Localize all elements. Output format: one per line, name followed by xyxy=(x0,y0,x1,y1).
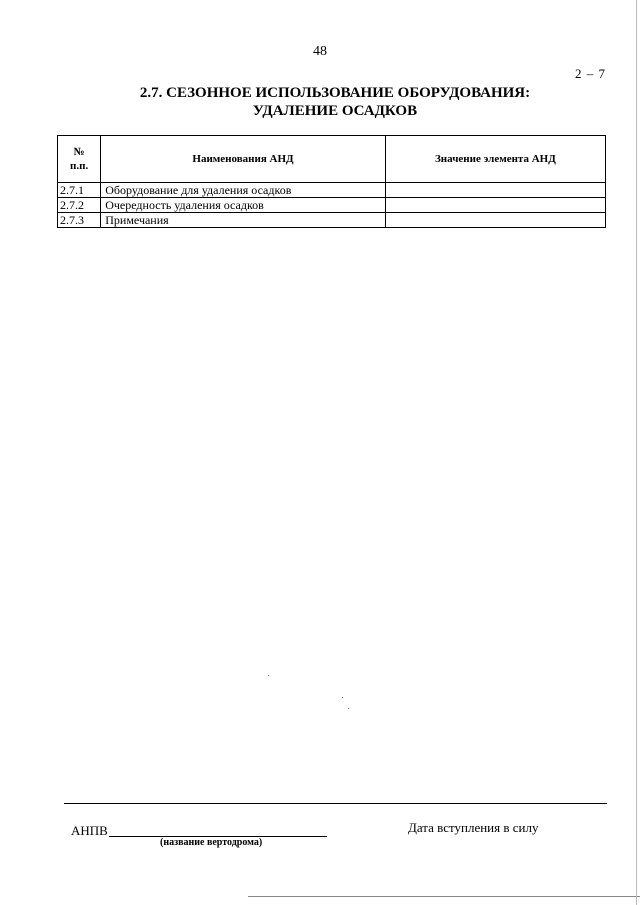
row-value xyxy=(385,183,605,198)
footer-right-label: Дата вступления в силу xyxy=(408,820,539,835)
row-name: Примечания xyxy=(101,213,386,228)
table-row xyxy=(58,213,606,228)
page-code: 2 – 7 xyxy=(575,66,606,81)
section-title xyxy=(0,84,640,120)
row-name: Оборудование для удаления осадков xyxy=(101,183,386,198)
header-num-abbr: п.п. xyxy=(70,160,89,172)
header-num-symbol: № xyxy=(73,146,85,158)
row-num: 2.7.2 xyxy=(58,198,101,213)
header-num xyxy=(58,136,101,183)
footer-fill-caption: (название вертодрома) xyxy=(160,837,263,848)
row-name: Очередность удаления осадков xyxy=(101,198,386,213)
row-num: 2.7.1 xyxy=(58,183,101,198)
row-value xyxy=(385,213,605,228)
scan-speck xyxy=(268,675,269,676)
header-value: Значение элемента АНД xyxy=(385,136,605,183)
ahd-table xyxy=(57,135,606,228)
footer-left-label: АНПВ xyxy=(71,823,108,838)
page-number: 48 xyxy=(313,44,327,59)
footer-divider xyxy=(64,803,607,804)
header-name: Наименования АНД xyxy=(101,136,386,183)
scan-speck xyxy=(342,697,343,698)
table-row xyxy=(58,198,606,213)
row-value xyxy=(385,198,605,213)
row-num: 2.7.3 xyxy=(58,213,101,228)
section-title-line1: 2.7. СЕЗОННОЕ ИСПОЛЬЗОВАНИЕ ОБОРУДОВАНИЯ: xyxy=(139,85,531,101)
table-header-row xyxy=(58,136,606,183)
table-row xyxy=(58,183,606,198)
scan-bottom-edge xyxy=(248,896,640,897)
section-title-line2: УДАЛЕНИЕ ОСАДКОВ xyxy=(252,103,418,119)
scan-speck xyxy=(348,708,349,709)
scan-right-edge xyxy=(636,0,637,905)
